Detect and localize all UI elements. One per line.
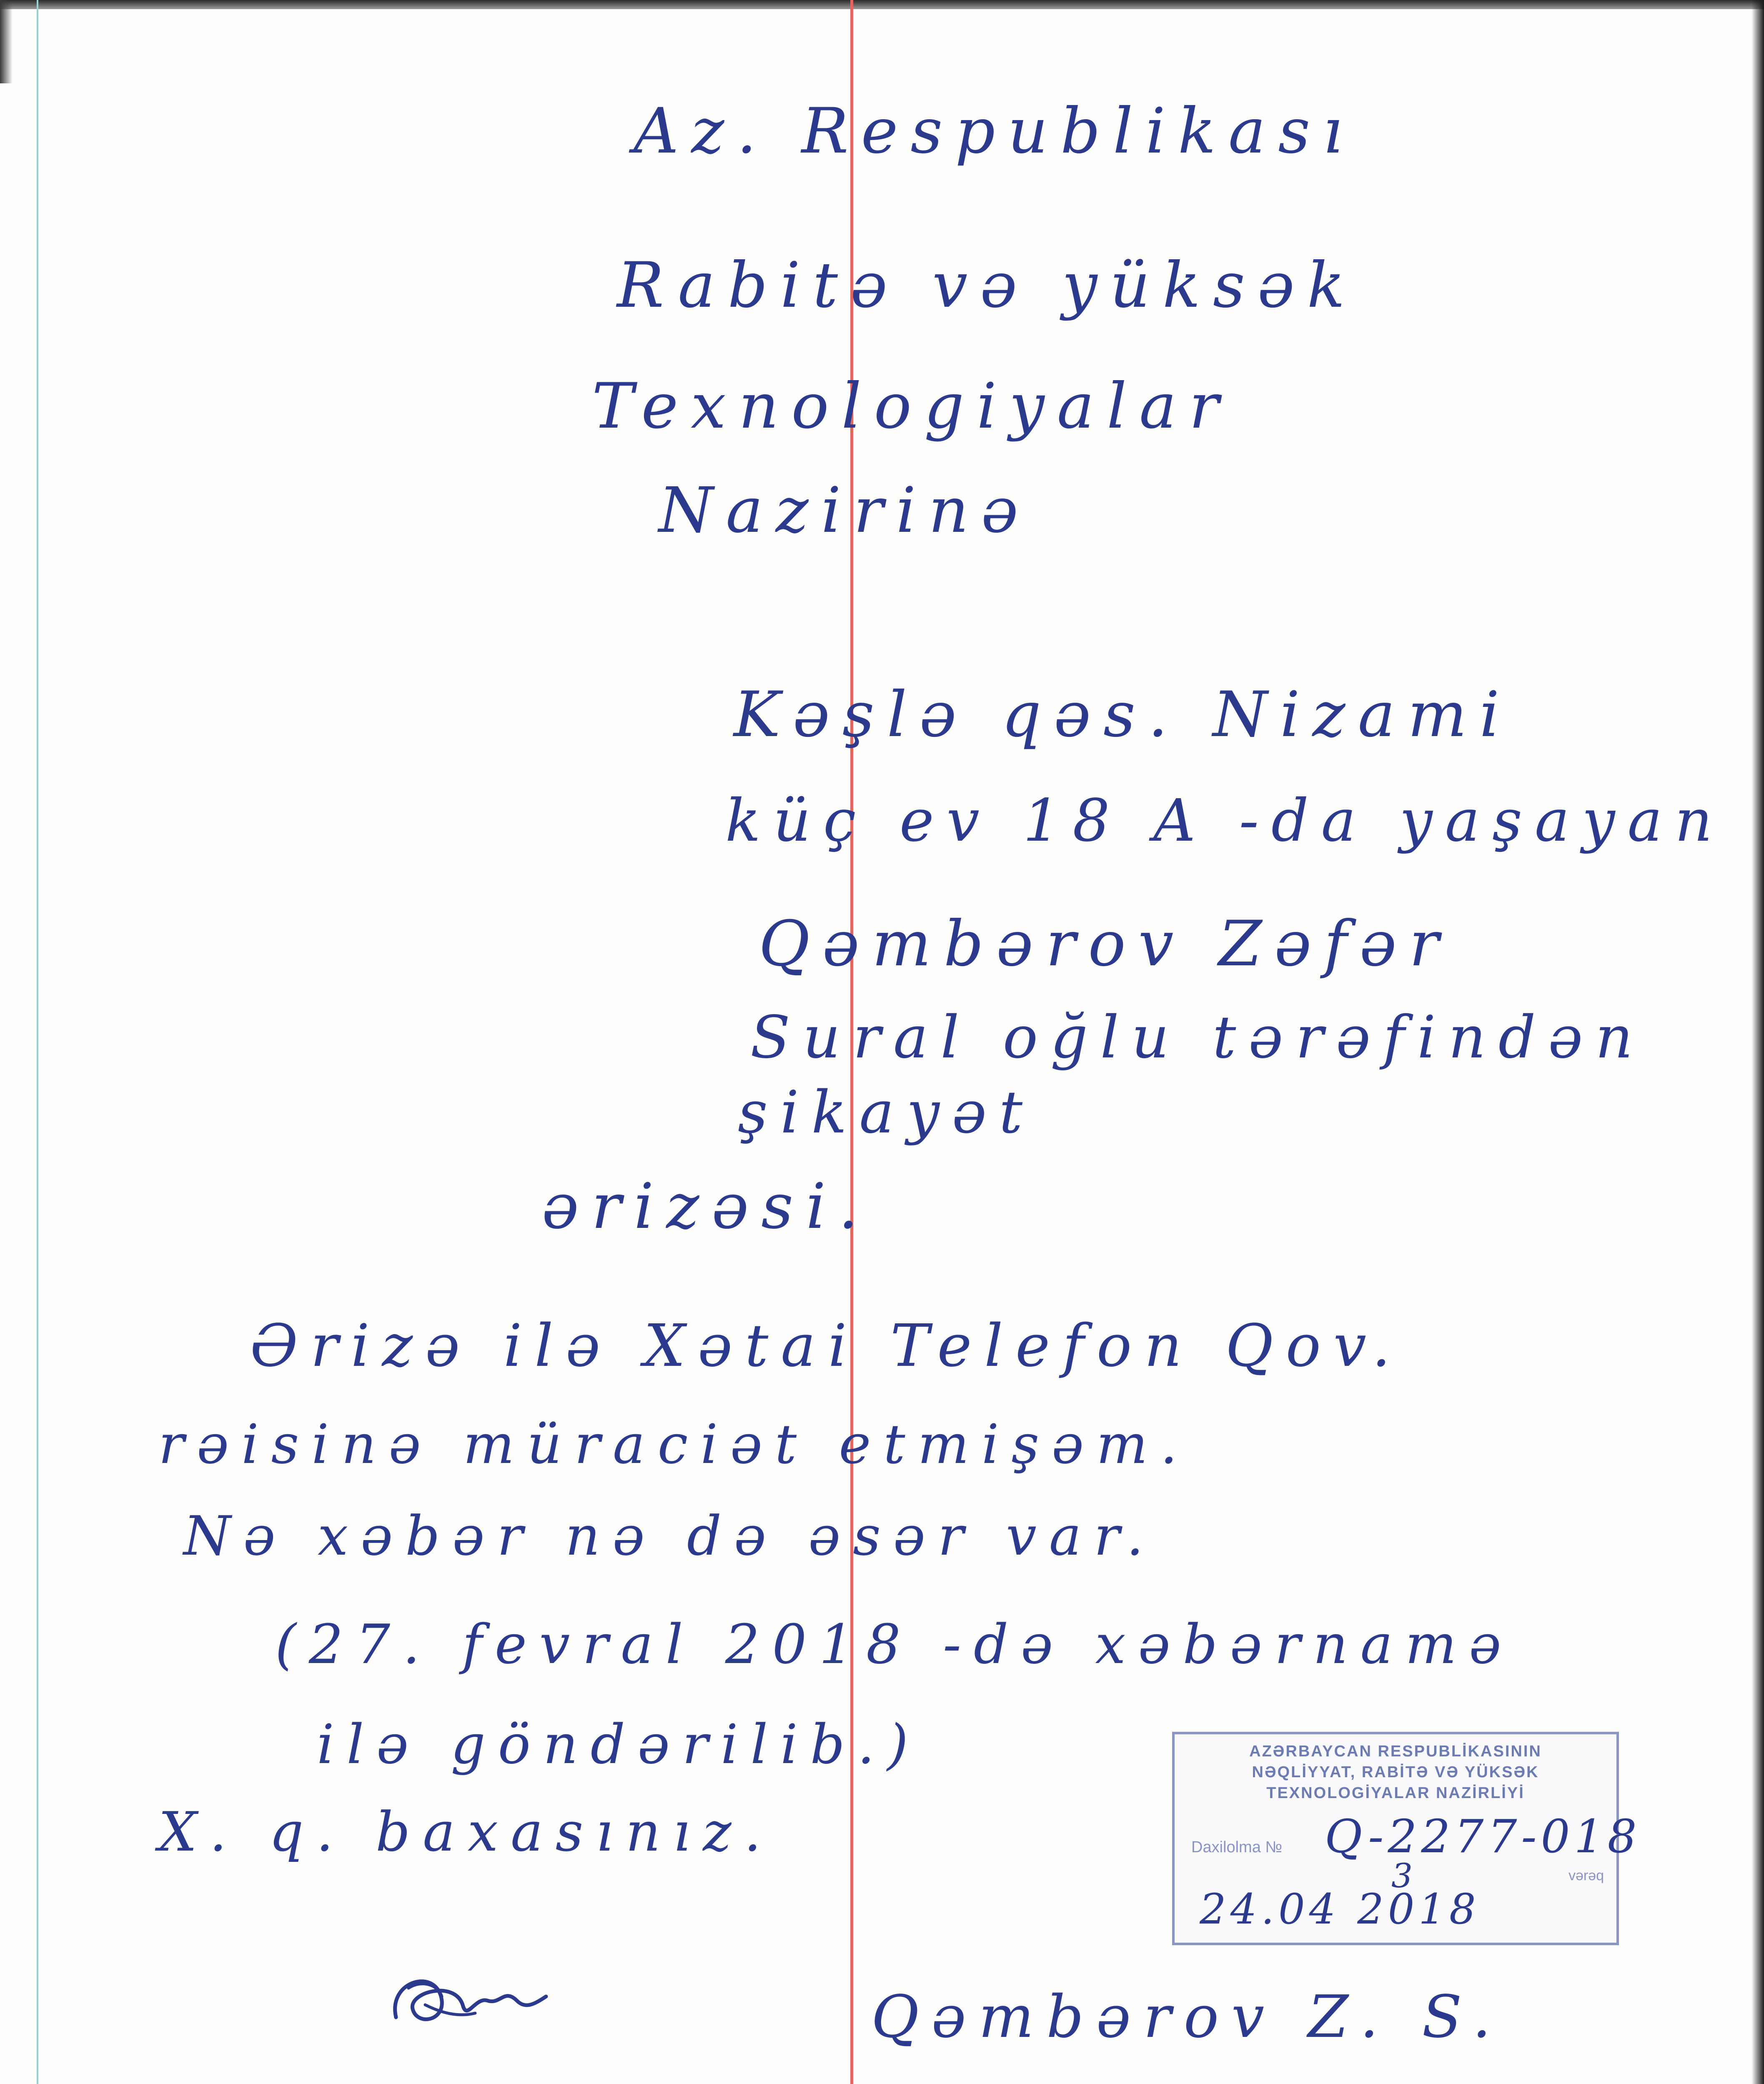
sender-line-1: Kəşlə qəs. Nizami <box>734 679 1512 751</box>
body-line-3: Nə xəbər nə də əsər var. <box>183 1504 1156 1568</box>
scan-edge-right <box>1751 0 1764 2084</box>
sender-line-3: Qəmbərov Zəfər <box>759 908 1452 980</box>
address-line-1: Az. Respublikası <box>634 95 1356 168</box>
stamp-org-line-2: NƏQLİYYAT, RABİTƏ VƏ YÜKSƏK <box>1252 1763 1539 1781</box>
body-line-6: X. q. baxasınız. <box>158 1800 774 1864</box>
stamp-incoming-label: Daxilolma № <box>1191 1839 1283 1856</box>
body-line-5: ilə göndərilib.) <box>317 1713 921 1776</box>
address-line-4: Nazirinə <box>659 474 1031 547</box>
document-type: ərizəsi. <box>542 1170 871 1243</box>
sender-line-2: küç ev 18 A -da yaşayan <box>725 787 1725 855</box>
registration-stamp <box>1172 1732 1641 1945</box>
address-line-3: Texnologiyalar <box>592 370 1232 443</box>
body-line-2: rəisinə müraciət etmişəm. <box>158 1413 1190 1476</box>
sender-line-5: şikayət <box>738 1079 1035 1147</box>
margin-line-blue <box>37 0 38 2084</box>
stamp-org-line-1: AZƏRBAYCAN RESPUBLİKASININ <box>1249 1743 1542 1760</box>
signature <box>379 1955 554 2051</box>
address-line-2: Rabitə və yüksək <box>617 249 1358 322</box>
stamp-date: 24.04 2018 <box>1200 1885 1480 1934</box>
stamp-org-line-3: TEXNOLOGİYALAR NAZİRLİYİ <box>1266 1784 1525 1802</box>
scan-edge-left <box>0 0 13 83</box>
signoff-name: Qəmbərov Z. S. <box>871 1983 1503 2051</box>
scan-edge-top <box>0 0 1764 9</box>
sender-line-4: Sural oğlu tərəfindən <box>750 1004 1646 1072</box>
body-line-4: (27. fevral 2018 -də xəbərnamə <box>275 1613 1514 1676</box>
stamp-sheet-count: 3 <box>1391 1856 1417 1895</box>
body-line-1: Ərizə ilə Xətai Telefon Qov. <box>250 1312 1403 1380</box>
stamp-sheets-label: vərəq <box>1568 1868 1604 1884</box>
stamp-incoming-number: Q-2277-018 <box>1325 1810 1641 1863</box>
